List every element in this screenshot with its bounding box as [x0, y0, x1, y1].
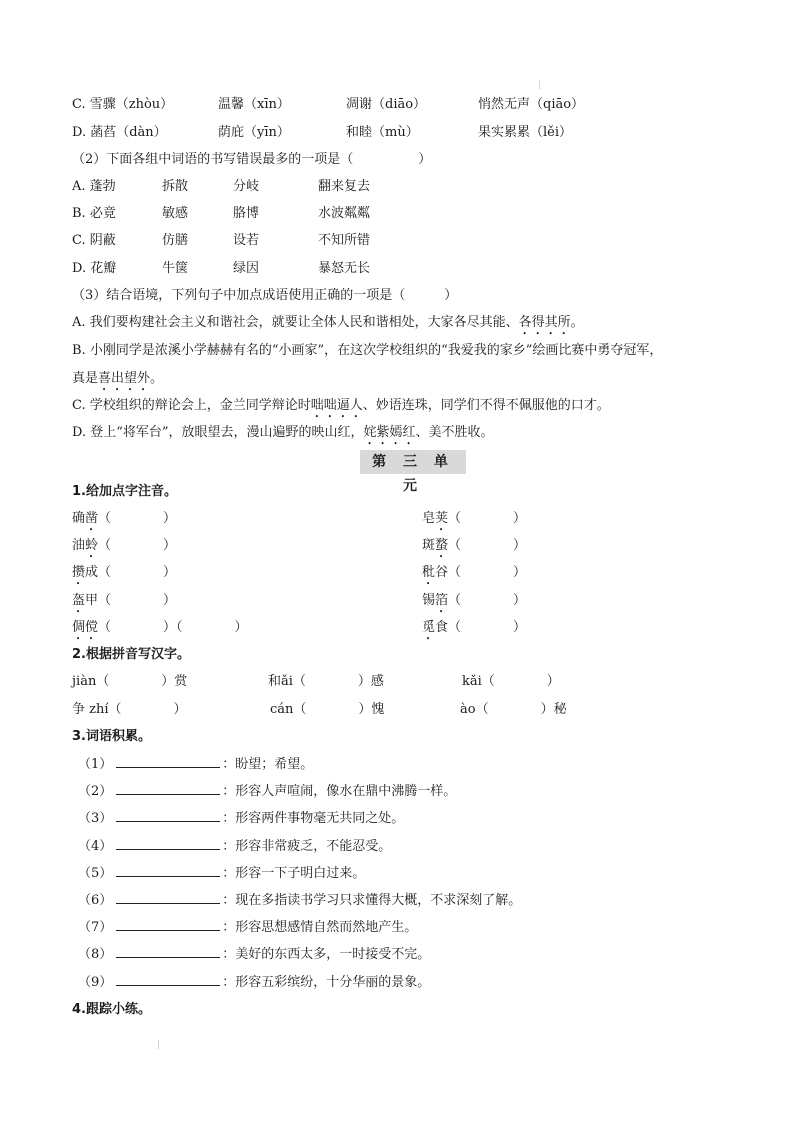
- q3-b-end: 。: [150, 371, 164, 386]
- q2-option-b-2: 敏感: [162, 206, 189, 221]
- dotted-char: 凿: [85, 511, 99, 526]
- answer-blank[interactable]: [116, 782, 220, 795]
- item-number: （8）: [78, 947, 113, 962]
- definition: ：美好的东西太多，一时接受不完。: [222, 947, 431, 962]
- q1-option-c-2: 温馨（xīn）: [218, 97, 290, 112]
- definition: ：现在多指读书学习只求懂得大概，不求深刻了解。: [222, 893, 522, 908]
- sec2-item: ào（ ）秘: [460, 702, 567, 717]
- q3-a-text: A. 我们要构建社会主义和谐社会，就要让全体人民和谐相处，大家各尽其能、: [72, 315, 519, 330]
- sec2-item: 和ǎi（ ）感: [268, 674, 384, 689]
- q1-option-d-1: D. 菡萏（dàn）: [72, 125, 167, 140]
- q2-option-c-2: 仿膳: [162, 233, 189, 248]
- q3-option-b-line2: [72, 370, 163, 394]
- dotted-char: 蛉: [85, 538, 99, 553]
- q1-option-d-4: 果实累累（lěi）: [478, 125, 573, 140]
- answer-blank[interactable]: [116, 809, 220, 822]
- answer-blank[interactable]: [116, 945, 220, 958]
- answer-blank[interactable]: [116, 918, 220, 931]
- q3-b-idiom: 喜出望外: [98, 371, 151, 386]
- answer-blank[interactable]: [116, 973, 220, 986]
- q2-option-a-2: 拆散: [162, 179, 189, 194]
- dotted-char: 盔: [72, 593, 86, 608]
- answer-paren: （ ）: [98, 538, 177, 553]
- char: 成: [85, 565, 99, 580]
- q1-option-c-1: C. 雪骤（zhòu）: [72, 97, 174, 112]
- unit-title: 第 三 单 元: [360, 450, 466, 474]
- sec2-item: kǎi（ ）: [462, 674, 560, 689]
- q1-option-c-3: 凋谢（diāo）: [346, 97, 427, 112]
- q3-b-text2: 真是: [72, 371, 99, 386]
- q3-option-a: [72, 314, 584, 338]
- char: 甲: [85, 593, 99, 608]
- dotted-char: 倜傥: [72, 620, 99, 635]
- q2-option-c-3: 设若: [233, 233, 260, 248]
- q2-option-b-1: B. 必竟: [72, 206, 116, 221]
- char: 皂: [422, 511, 436, 526]
- section-2-title: 2.根据拼音写汉字。: [72, 647, 190, 662]
- definition: ：形容两件事物毫无共同之处。: [222, 811, 405, 826]
- item-number: （1）: [78, 757, 113, 772]
- q3-d-end: 、美不胜收。: [415, 425, 494, 440]
- answer-paren: （ ）: [98, 593, 177, 608]
- answer-blank[interactable]: [116, 864, 220, 877]
- q3-c-text: C. 学校组织的辩论会上，金兰同学辩论时: [72, 398, 311, 413]
- definition: ：形容五彩缤纷，十分华丽的景象。: [222, 975, 431, 990]
- char: 确: [72, 511, 86, 526]
- definition: ：形容一下子明白过来。: [222, 866, 366, 881]
- sec1-right-item: [422, 564, 526, 588]
- item-number: （4）: [78, 839, 113, 854]
- answer-paren: （ ）: [448, 565, 527, 580]
- section-1-title: 1.给加点字注音。: [72, 484, 177, 499]
- dotted-char: 秕: [422, 565, 436, 580]
- item-number: （6）: [78, 893, 113, 908]
- sec1-left-item: [72, 510, 176, 534]
- q3-c-idiom: 咄咄逼人: [310, 398, 363, 413]
- dotted-char: 荚: [435, 511, 449, 526]
- page-mark: |: [538, 80, 541, 89]
- q2-option-a-1: A. 蓬勃: [72, 179, 116, 194]
- sec1-left-item: [72, 537, 176, 561]
- vocab-item: [78, 864, 365, 883]
- q2-option-a-4: 翻来复去: [318, 179, 371, 194]
- sec2-item: 争 zhí（ ）: [72, 702, 187, 717]
- q1-option-d-2: 荫庇（yīn）: [218, 125, 290, 140]
- sec1-right-item: [422, 510, 526, 534]
- section-3-title: 3.词语积累。: [72, 729, 151, 744]
- definition: ：形容非常疲乏，不能忍受。: [222, 839, 392, 854]
- answer-paren: （ ）（ ）: [98, 620, 248, 635]
- vocab-item: [78, 782, 456, 801]
- item-number: （7）: [78, 920, 113, 935]
- item-number: （2）: [78, 784, 113, 799]
- dotted-char: 觅: [422, 620, 436, 635]
- vocab-item: [78, 837, 391, 856]
- sec1-left-item: [72, 592, 176, 616]
- q1-option-d-3: 和睦（mù）: [346, 125, 419, 140]
- item-number: （5）: [78, 866, 113, 881]
- dotted-char: 箔: [435, 593, 449, 608]
- answer-paren: （ ）: [98, 565, 177, 580]
- answer-paren: （ ）: [448, 593, 527, 608]
- vocab-item: [78, 809, 404, 828]
- q2-option-b-3: 胳博: [233, 206, 260, 221]
- q3-option-b-line1: [72, 342, 662, 360]
- answer-paren: （ ）: [448, 538, 527, 553]
- sec1-right-item: [422, 619, 526, 643]
- q2-prompt: （2）下面各组中词语的书写错误最多的一项是（ ）: [72, 152, 432, 167]
- char: 谷: [435, 565, 449, 580]
- item-number: （9）: [78, 975, 113, 990]
- answer-blank[interactable]: [116, 891, 220, 904]
- q3-c-end: 、妙语连珠，同学们不得不佩服他的口才。: [362, 398, 610, 413]
- q1-option-c-4: 悄然无声（qiāo）: [478, 97, 585, 112]
- q3-b-text: B. 小刚同学是浓溪小学赫赫有名的“小画家”，在这次学校组织的“我爱我的家乡”绘画比赛中勇夺冠军，: [72, 343, 663, 358]
- answer-paren: （ ）: [448, 511, 527, 526]
- q3-option-c: [72, 397, 610, 421]
- q2-option-b-4: 水波粼粼: [318, 206, 371, 221]
- sec2-item: cán（ ）愧: [270, 702, 385, 717]
- definition: ：盼望；希望。: [222, 757, 314, 772]
- vocab-item: [78, 891, 521, 910]
- char: 斑: [422, 538, 436, 553]
- q3-d-text: D. 登上“将军台”，放眼望去，漫山遍野的映山红，: [72, 425, 364, 440]
- vocab-item: [78, 755, 313, 774]
- q2-option-d-3: 绿因: [233, 261, 260, 276]
- sec1-right-item: [422, 592, 526, 616]
- dotted-char: 蝥: [435, 538, 449, 553]
- q2-option-d-1: D. 花瓣: [72, 261, 117, 276]
- sec2-item: jiàn（ ）赏: [72, 674, 188, 689]
- char: 锡: [422, 593, 436, 608]
- q2-option-c-4: 不知所错: [318, 233, 371, 248]
- page-mark: |: [157, 1040, 160, 1049]
- answer-paren: （ ）: [98, 511, 177, 526]
- answer-paren: （ ）: [448, 620, 527, 635]
- answer-blank[interactable]: [116, 755, 220, 768]
- answer-blank[interactable]: [116, 837, 220, 850]
- q2-option-d-2: 牛箧: [162, 261, 189, 276]
- vocab-item: [78, 945, 430, 964]
- char: 食: [435, 620, 449, 635]
- q3-d-idiom: 姹紫嫣红: [363, 425, 416, 440]
- vocab-item: [78, 973, 430, 992]
- q2-option-c-1: C. 阴蔽: [72, 233, 116, 248]
- q2-option-a-3: 分岐: [233, 179, 260, 194]
- q3-prompt: （3）结合语境，下列句子中加点成语使用正确的一项是（ ）: [72, 288, 458, 303]
- q2-option-d-4: 暴怒无长: [318, 261, 371, 276]
- sec1-left-item: [72, 564, 176, 588]
- definition: ：形容思想感情自然而然地产生。: [222, 920, 418, 935]
- vocab-item: [78, 918, 417, 937]
- sec1-right-item: [422, 537, 526, 561]
- item-number: （3）: [78, 811, 113, 826]
- q3-a-idiom: 各得其所: [518, 315, 571, 330]
- dotted-char: 攒: [72, 565, 86, 580]
- char: 油: [72, 538, 86, 553]
- section-4-title: 4.跟踪小练。: [72, 1002, 151, 1017]
- definition: ：形容人声喧闹，像水在鼎中沸腾一样。: [222, 784, 457, 799]
- q3-option-d: [72, 424, 494, 448]
- q3-a-end: 。: [570, 315, 584, 330]
- sec1-left-item: [72, 619, 248, 643]
